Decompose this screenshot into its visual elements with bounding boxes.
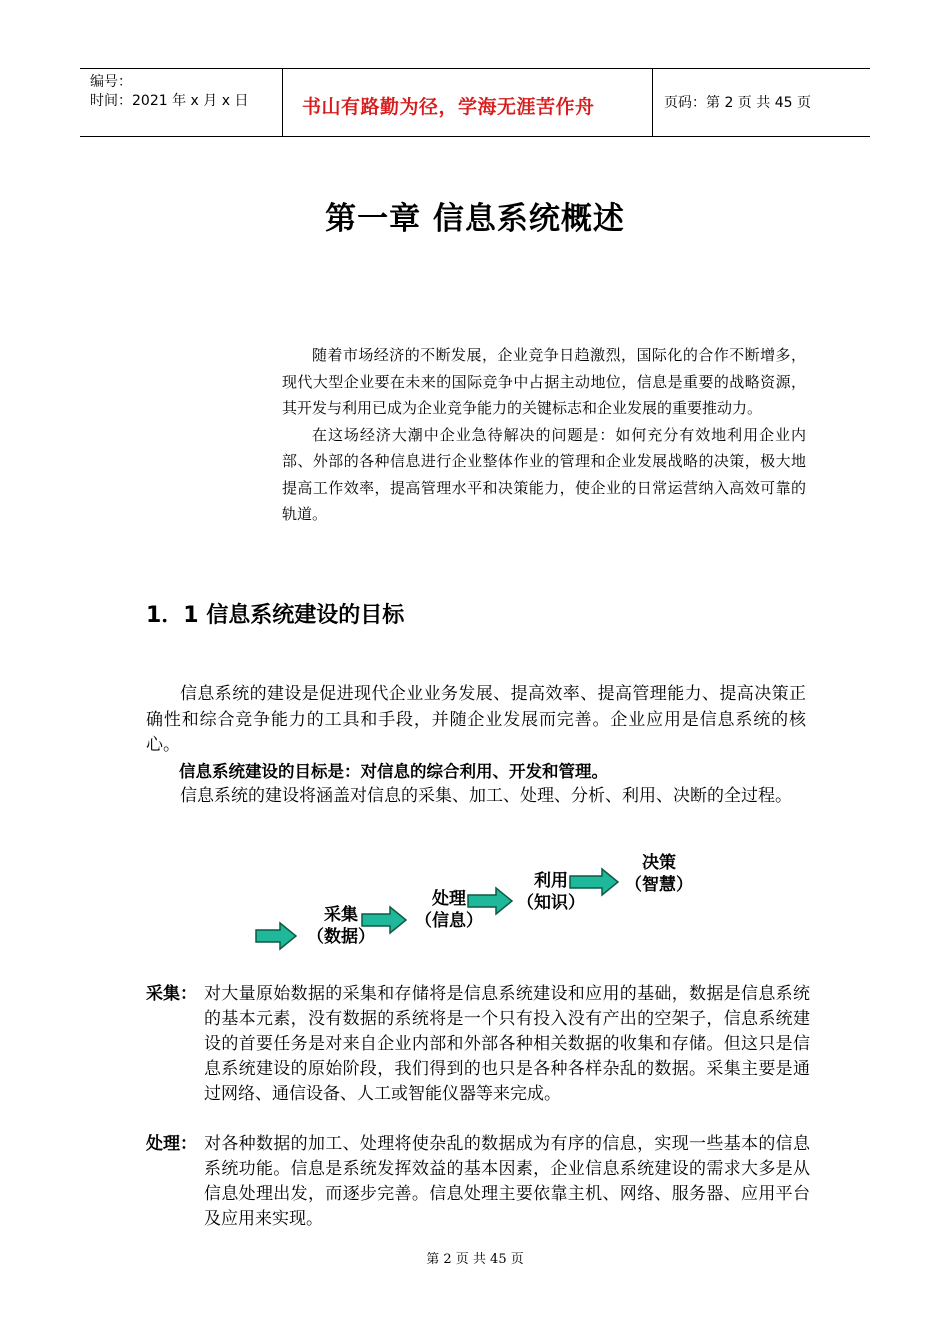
header-divider-left xyxy=(282,68,283,136)
flow-step-1 xyxy=(296,904,386,948)
flow-step-2-title: 处理 xyxy=(432,889,466,909)
flow-step-2 xyxy=(404,888,494,932)
flow-step-3-sub: （知识） xyxy=(517,893,585,913)
flow-diagram xyxy=(250,850,710,960)
header-page-info: 页码：第 2 页 共 45 页 xyxy=(664,95,811,111)
header-bottom-rule xyxy=(80,136,870,137)
term-collect-text: 对大量原始数据的采集和存储将是信息系统建设和应用的基础，数据是信息系统的基本元素，没有数据的系统将是一个只有投入没有产出的空架子，信息系统建设的首要任务是对来自企业内部和外部各种相关数据的收集和存储。但这只是信息系统建设的原始阶段，我们得到的也只是各种各样杂乱的数据。采集主要是通过网络、通信设备、人工或智能仪器等来完成。 xyxy=(204,984,810,1104)
flow-step-1-title: 采集 xyxy=(324,905,358,925)
flow-step-4 xyxy=(614,852,704,896)
header-top-rule xyxy=(80,68,870,69)
flow-step-3-title: 利用 xyxy=(534,871,568,891)
term-collect-label: 采集： xyxy=(146,984,197,1004)
serial-label: 编号： xyxy=(90,74,132,90)
intro-paragraph-1: 随着市场经济的不断发展，企业竞争日趋激烈，国际化的合作不断增多，现代大型企业要在未来的国际竞争中占据主动地位，信息是重要的战略资源，其开发与利用已成为企业竞争能力的关键标志和企业发展的重要推动力。 xyxy=(282,346,806,417)
term-collect xyxy=(146,982,810,1107)
page-footer: 第 2 页 共 45 页 xyxy=(426,1252,524,1267)
section-body xyxy=(146,682,806,810)
flow-step-1-sub: （数据） xyxy=(307,927,375,947)
intro-paragraph-2: 在这场经济大潮中企业急待解决的问题是：如何充分有效地利用企业内部、外部的各种信息进行企业整体作业的管理和企业发展战略的决策，极大地提高工作效率，提高管理水平和决策能力，使企业的日常运营纳入高效可靠的轨道。 xyxy=(282,425,806,523)
flow-arrow-1 xyxy=(256,923,296,949)
term-process-label: 处理： xyxy=(146,1134,197,1154)
flow-step-4-title: 决策 xyxy=(642,853,676,873)
intro-block xyxy=(282,342,806,528)
section-paragraph-1: 信息系统的建设是促进现代企业业务发展、提高效率、提高管理能力、提高决策正确性和综合竞争能力的工具和手段，并随企业发展而完善。企业应用是信息系统的核心。 xyxy=(146,684,806,755)
flow-step-3 xyxy=(506,870,596,914)
header-motto: 书山有路勤为径，学海无涯苦作舟 xyxy=(302,96,595,118)
section-paragraph-3: 信息系统的建设将涵盖对信息的采集、加工、处理、分析、利用、决断的全过程。 xyxy=(180,786,792,806)
section-heading: 1．1 信息系统建设的目标 xyxy=(146,603,405,628)
term-process xyxy=(146,1132,810,1232)
term-process-text: 对各种数据的加工、处理将使杂乱的数据成为有序的信息，实现一些基本的信息系统功能。信息是系统发挥效益的基本因素，企业信息系统建设的需求大多是从信息处理出发，而逐步完善。信息处理主要依靠主机、网络、服务器、应用平台及应用来实现。 xyxy=(204,1134,810,1229)
chapter-title: 第一章 信息系统概述 xyxy=(325,201,625,237)
header-divider-right xyxy=(652,68,653,136)
flow-step-4-sub: （智慧） xyxy=(625,875,693,895)
time-label: 时间：2021 年 x 月 x 日 xyxy=(90,93,249,109)
section-goal-statement: 信息系统建设的目标是：对信息的综合利用、开发和管理。 xyxy=(179,761,608,781)
flow-step-2-sub: （信息） xyxy=(415,911,483,931)
